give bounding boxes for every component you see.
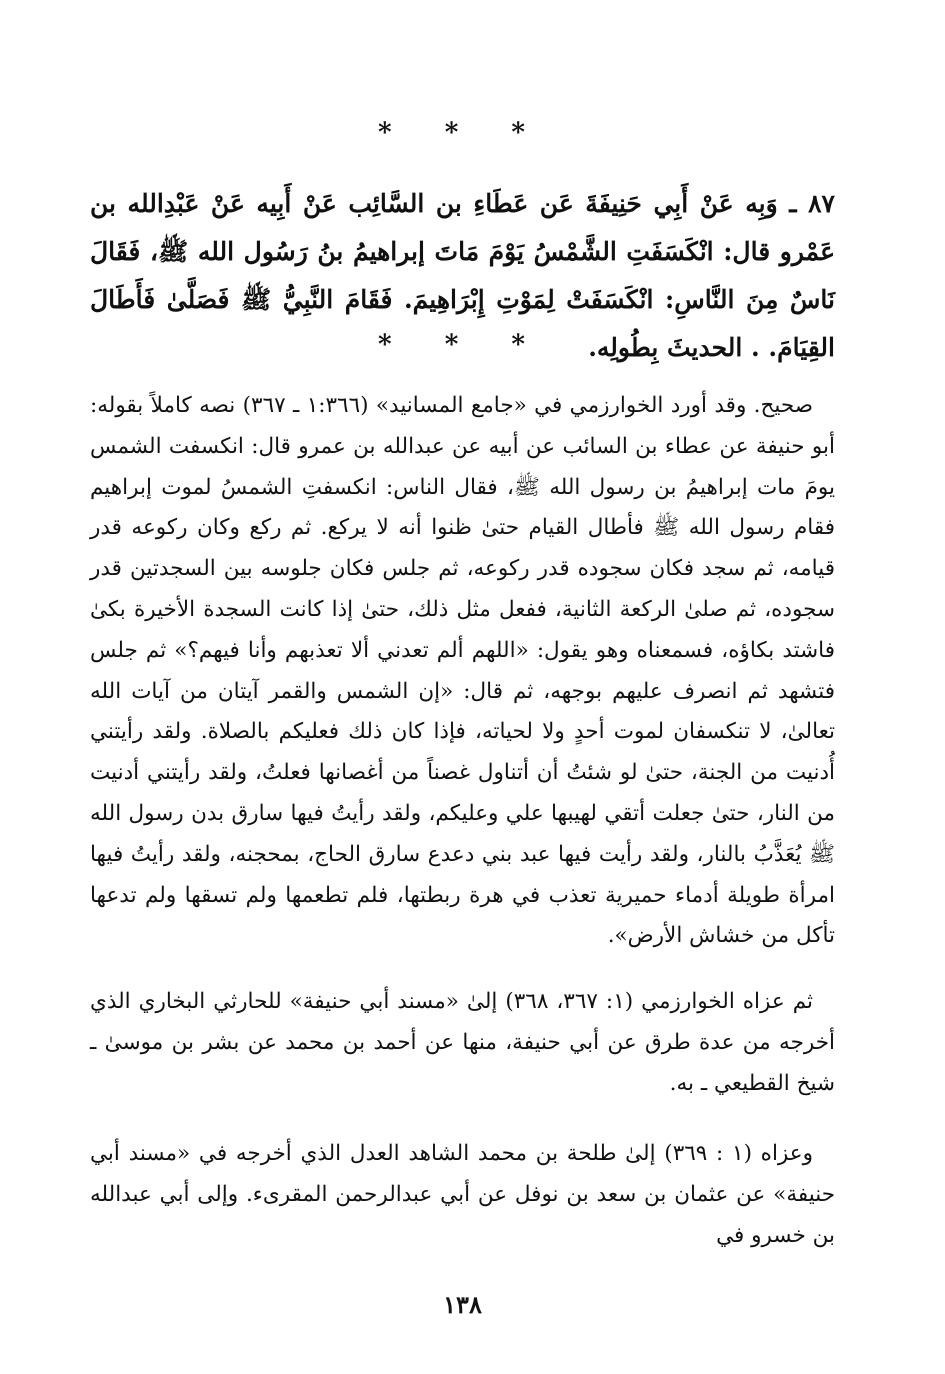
commentary-text-3: وعزاه (١ : ٣٦٩) إلىٰ طلحة بن محمد الشاهد العدل الذي أخرجه في «مسند أبي حنيفة» عن عثمان بن سعد بن نوفل عن أبي عبدالرحمن المقرىء. وإلى أبي عبدالله بن خسرو في bbox=[90, 1141, 835, 1248]
commentary-text-1: صحيح. وقد أورد الخوارزمي في «جامع المسانيد» (١:٣٦٦ ـ ٣٦٧) نصه كاملاً بقوله: أبو حنيفة عن عطاء بن السائب عن أبيه عن عبدالله بن عمرو قال: انكسفت الشمس يومَ مات إبراهيمُ بن رسول الله ﷺ، فقال الناس: انكسفتِ الشمسُ لموت إبراهيم فقام رسول الله ﷺ فأطال القيام حتىٰ ظنوا أنه لا يركع. ثم ركع وكان ركوعه قدر قيامه، ثم سجد فكان سجوده قدر ركوعه، ثم جلس فكان جلوسه بين السجدتين قدر سجوده، ثم صلىٰ الركعة الثانية، ففعل مثل ذلك، حتىٰ إذا كانت السجدة الأخيرة بكىٰ فاشتد بكاؤه، فسمعناه وهو يقول: «اللهم ألم تعدني ألا تعذبهم وأنا فيهم؟» ثم جلس فتشهد ثم انصرف عليهم بوجهه، ثم قال: «إن الشمس والقمر آيتان من آيات الله تعالىٰ، لا تنكسفان لموت أحدٍ ولا لحياته، فإذا كان ذلك فعليكم بالصلاة. ولقد رأيتني أُدنيت من الجنة، حتىٰ لو شئتُ أن أتناول غصناً من أغصانها فعلتُ، ولقد رأيتني أدنيت من النار، حتىٰ جعلت أتقي لهيبها علي وعليكم، ولقد رأيتُ فيها سارق بدن رسول الله ﷺ يُعَذَّبُ بالنار، ولقد رأيت فيها عبد بني دعدع سارق الحاج، بمحجنه، ولقد رأيتُ فيها امرأة طويلة أدماء حميرية تعذب في هرة ربطتها، فلم تطعمها ولم تسقها ولم تدعها تأكل من خشاش الأرض». bbox=[90, 393, 835, 949]
book-page bbox=[90, 0, 835, 1374]
hadith-number: ٨٧ bbox=[808, 189, 835, 218]
section-separator-top: * * * bbox=[378, 118, 547, 148]
commentary-paragraph-1 bbox=[90, 386, 835, 957]
section-separator-middle: * * * bbox=[378, 330, 547, 360]
commentary-paragraph-3 bbox=[90, 1134, 835, 1256]
commentary-paragraph-2 bbox=[90, 982, 835, 1104]
hadith-body: ـ وَبِه عَنْ أَبِي حَنِيفَةَ عَن عَطَاءِ بن السَّائِب عَنْ أَبِيه عَنْ عَبْدِالله بن عَمْرو قال: انْكَسَفَتِ الشَّمْسُ يَوْمَ مَاتَ إبراهيمُ بنُ رَسُول الله ﷺ، فَقَالَ نَاسٌ مِنَ النَّاسِ: انْكَسَفَتْ لِمَوْتِ إِبْرَاهِيمَ. فَقَامَ النَّبِيُّ ﷺ فَصَلَّىٰ فَأَطَالَ القِيَامَ. . الحديثَ بِطُولِه. bbox=[90, 189, 835, 362]
page-number: ١٣٨ bbox=[443, 1290, 482, 1319]
commentary-text-2: ثم عزاه الخوارزمي (١: ٣٦٧، ٣٦٨) إلىٰ «مسند أبي حنيفة» للحارثي البخاري الذي أخرجه من عدة طرق عن أبي حنيفة، منها عن أحمد بن محمد عن بشر بن موسىٰ ـ شيخ القطيعي ـ به. bbox=[90, 989, 835, 1096]
